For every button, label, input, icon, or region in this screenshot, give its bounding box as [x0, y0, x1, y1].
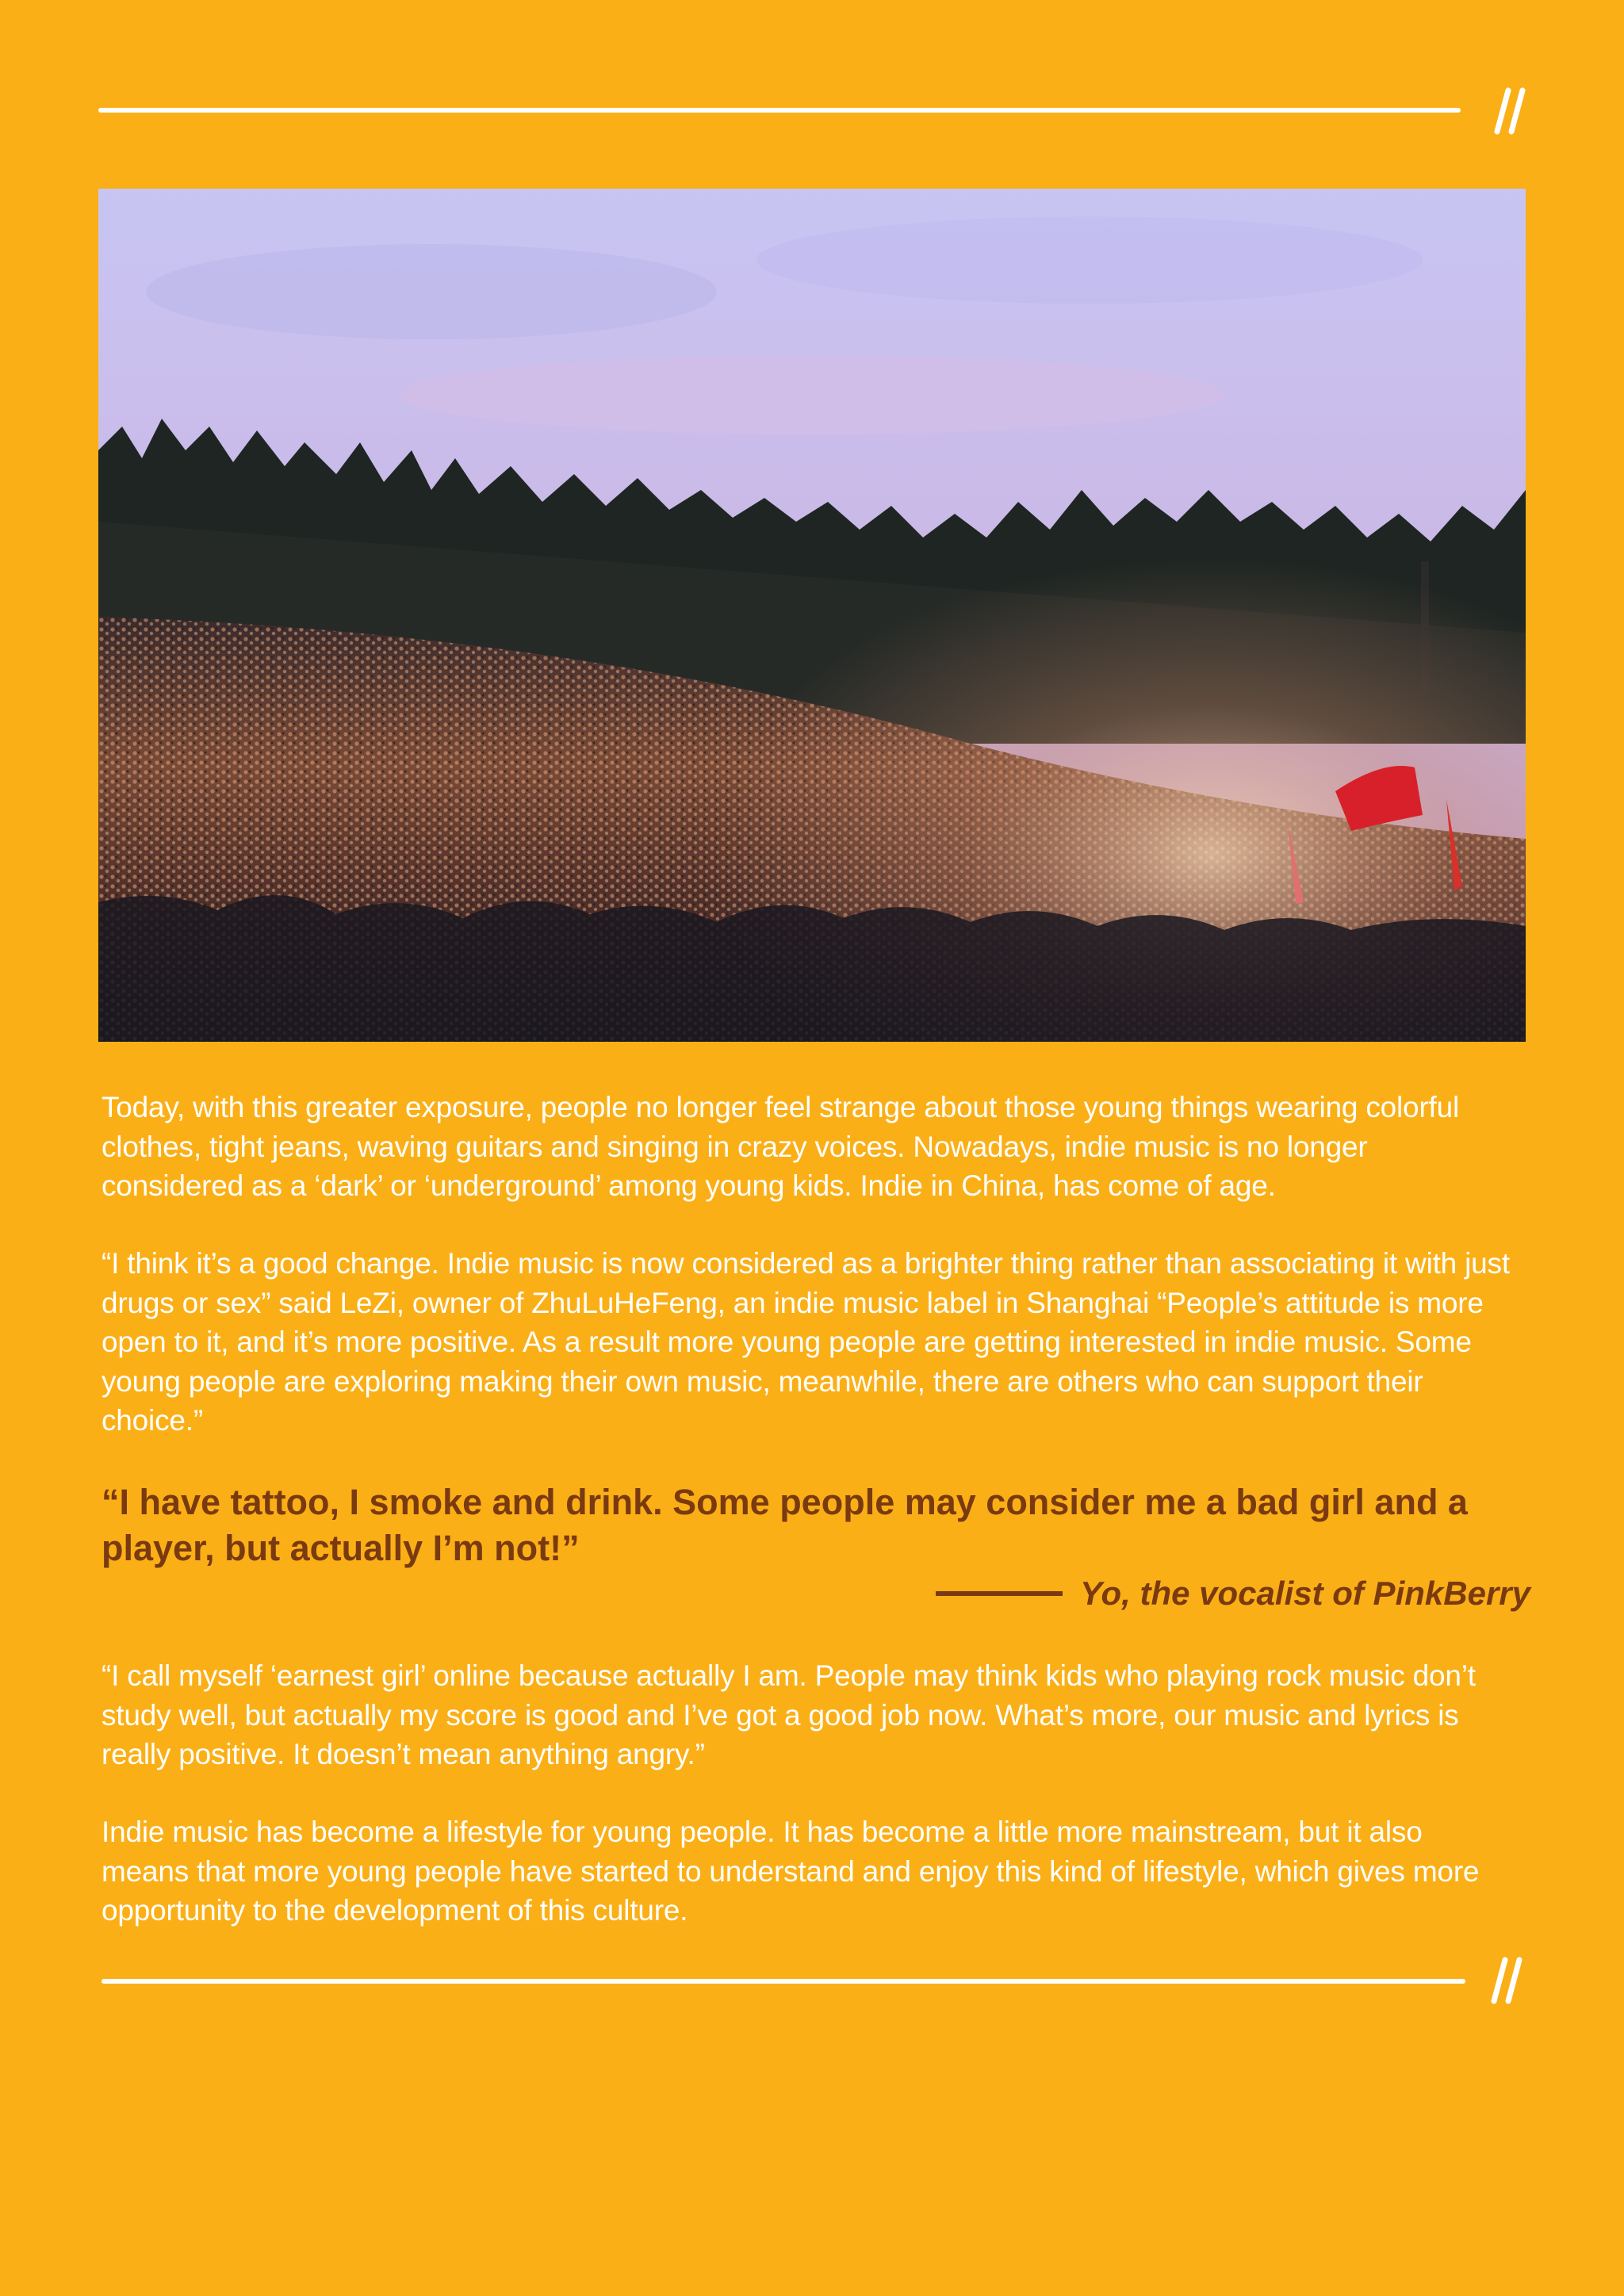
top-divider-line	[98, 108, 1461, 113]
body-paragraph-3: “I call myself ‘earnest girl’ online because actually I am. People may think kids who playing rock music don’t study well, but actually my score is good and I’ve got a good job now. What’s more, our music and lyrics is really positive. It doesn’t mean anything angry.”	[102, 1659, 1476, 1770]
bottom-divider-line	[102, 1979, 1465, 1984]
pull-quote: “I have tattoo, I smoke and drink. Some people may consider me a bad girl and a player, but actually I’m not!”	[102, 1482, 1468, 1568]
body-paragraph-1: Today, with this greater exposure, people no longer feel strange about those young things wearing colorful clothes, tight jeans, waving guitars and singing in crazy voices. Nowadays, indie music is no longer considered as a ‘dark’ or ‘underground’ among young kids. Indie in China, has come of age.	[102, 1091, 1460, 1202]
quote-attribution	[936, 1575, 1530, 1613]
body-paragraph-4: Indie music has become a lifestyle for young people. It has become a little more mainstream, but it also means that more young people have started to understand and enjoy this kind of lifestyle, which gives more opportunity to the development of this culture.	[102, 1816, 1480, 1927]
festival-crowd-photo	[98, 189, 1526, 1042]
double-slash-icon	[1491, 87, 1530, 135]
attribution-text: Yo, the vocalist of PinkBerry	[1080, 1575, 1530, 1612]
body-paragraph-2: “I think it’s a good change. Indie music is now considered as a brighter thing rather than associating it with just drugs or sex” said LeZi, owner of ZhuLuHeFeng, an indie music label in Shanghai “People’s attitude is more open to it, and it’s more positive. As a result more young people are getting interested in indie music. Some young people are exploring making their own music, meanwhile, there are others who can support their choice.”	[102, 1247, 1510, 1437]
double-slash-icon	[1488, 1957, 1527, 2004]
attribution-dash	[936, 1591, 1063, 1596]
